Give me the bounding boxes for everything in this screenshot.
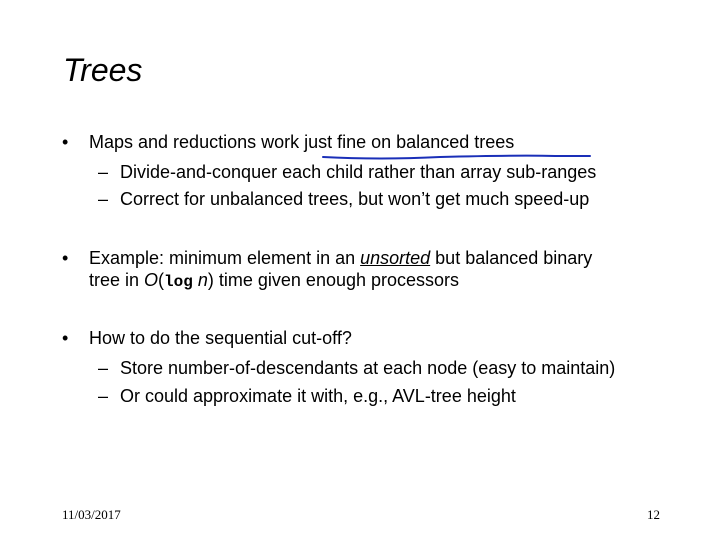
sub-dash: – (98, 386, 109, 406)
bullet-dot: • (62, 328, 69, 348)
ink-underline-stroke (323, 156, 590, 159)
slide-title: Trees (63, 52, 143, 88)
bullet-2-line-1 (89, 247, 592, 269)
bullet-2-line-2-pre: tree in (89, 270, 145, 290)
bullet-2-emphasis: unsorted (360, 248, 431, 268)
sub-dash: – (98, 189, 109, 209)
sub-dash: – (98, 162, 109, 182)
bullet-2-line-1-post: but balanced binary (430, 248, 593, 268)
bullet-dot: • (62, 132, 69, 152)
bullet-1-sub-1-text: Divide-and-conquer each child rather than array sub-ranges (120, 162, 597, 182)
paren-close: ) (207, 270, 214, 290)
bullet-dot: • (62, 248, 69, 268)
log-code: log (164, 273, 193, 291)
footer-page-number: 12 (647, 507, 660, 522)
footer-date: 11/03/2017 (62, 507, 121, 522)
bullet-3-sub-2-text: Or could approximate it with, e.g., AVL-tree height (120, 386, 516, 406)
var-n: n (197, 270, 208, 290)
bullet-1-sub-2-text: Correct for unbalanced trees, but won’t get much speed-up (120, 189, 590, 209)
paren-open: ( (158, 270, 165, 290)
bullet-2-line-2-post: time given enough processors (213, 270, 460, 290)
bullet-3-text: How to do the sequential cut-off? (89, 328, 352, 348)
bullet-2-line-2 (89, 269, 459, 293)
big-o: O (144, 270, 159, 290)
bullet-1-text: Maps and reductions work just fine on balanced trees (89, 132, 515, 152)
sub-dash: – (98, 358, 109, 378)
bullet-3-sub-1-text: Store number-of-descendants at each node (easy to maintain) (120, 358, 616, 378)
bullet-2-line-1-pre: Example: minimum element in an (89, 248, 361, 268)
